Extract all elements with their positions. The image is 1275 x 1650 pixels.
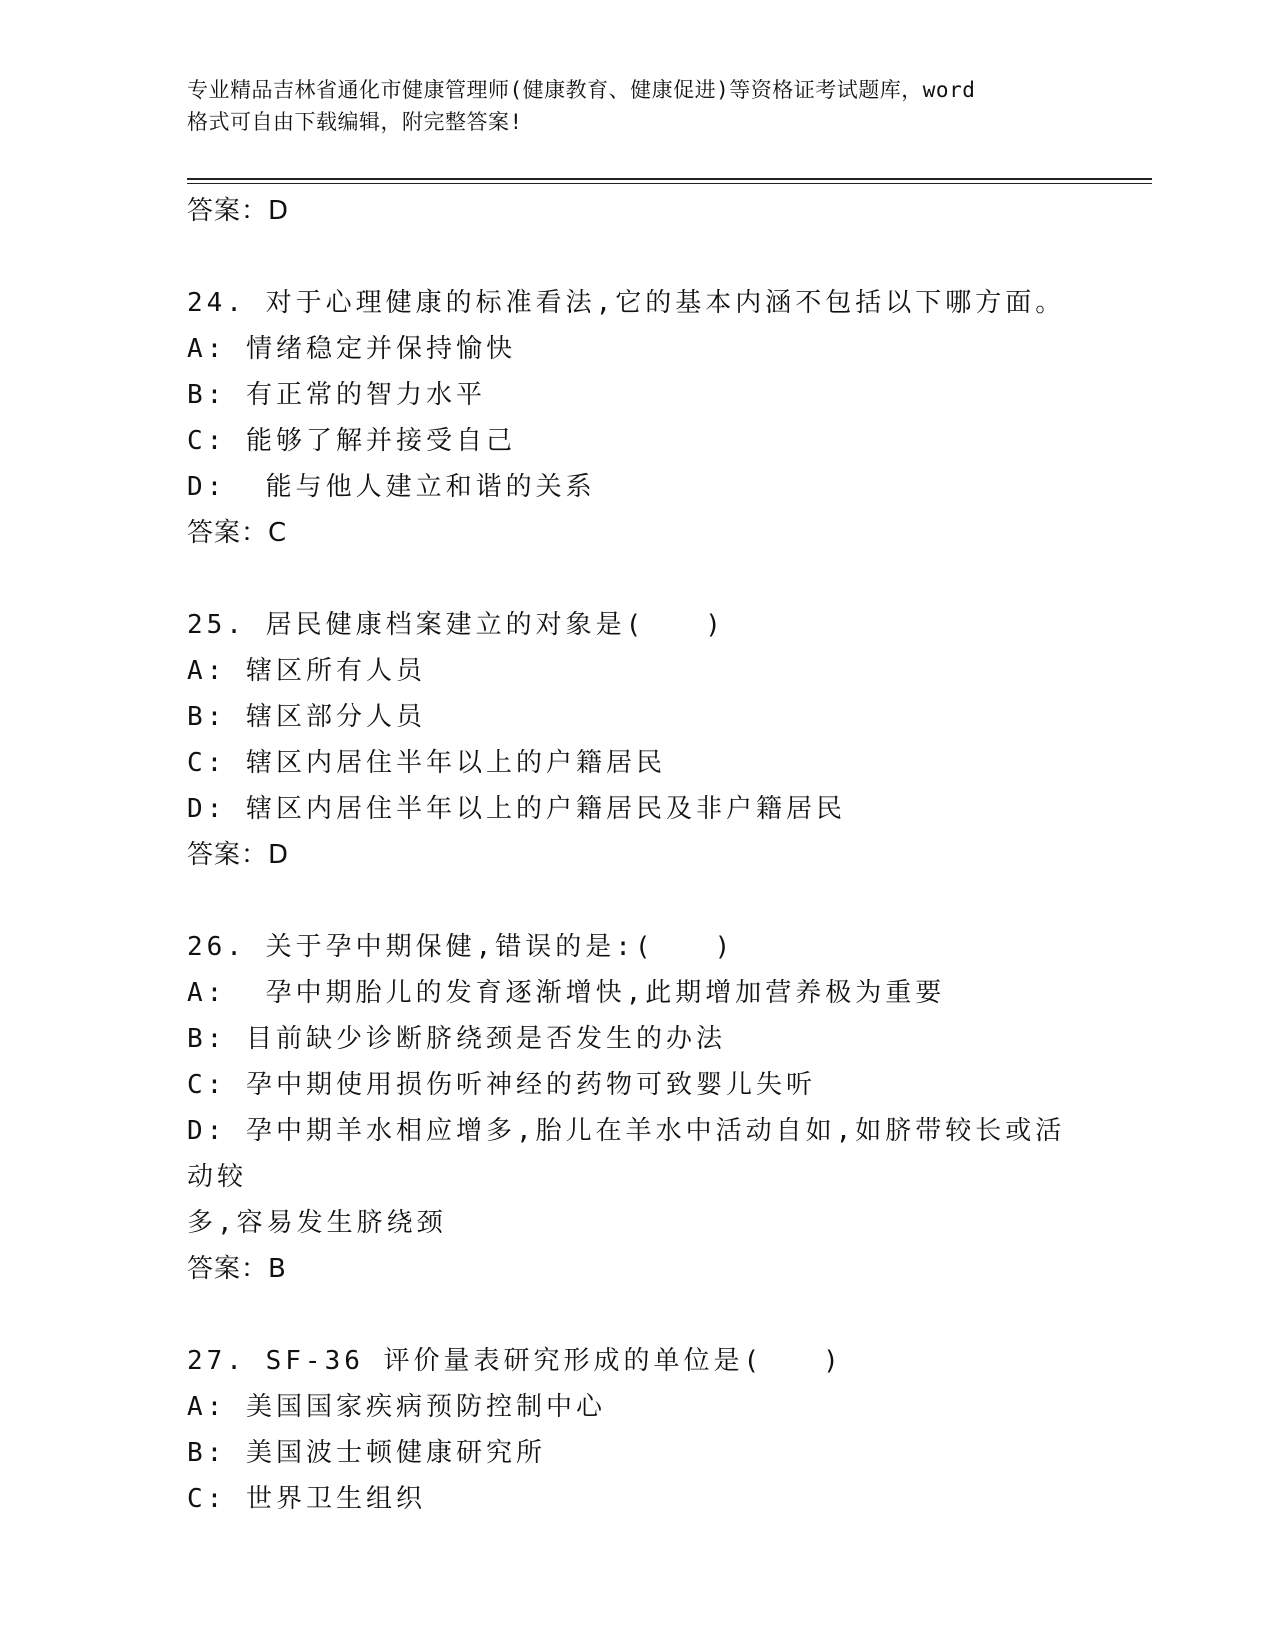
document-header: [187, 74, 1087, 138]
option-a: A: 孕中期胎儿的发育逐渐增快,此期增加营养极为重要: [187, 978, 946, 1008]
option-c: C: 能够了解并接受自己: [187, 426, 516, 456]
question-24: [187, 280, 1087, 556]
option-c: C: 孕中期使用损伤听神经的药物可致婴儿失听: [187, 1070, 816, 1100]
option-d: D: 辖区内居住半年以上的户籍居民及非户籍居民: [187, 794, 846, 824]
option-a: A: 美国国家疾病预防控制中心: [187, 1392, 606, 1422]
question-stem: 25. 居民健康档案建立的对象是( ): [187, 610, 725, 640]
question-stem: 24. 对于心理健康的标准看法,它的基本内涵不包括以下哪方面。: [187, 288, 1066, 318]
option-b: B: 目前缺少诊断脐绕颈是否发生的办法: [187, 1024, 726, 1054]
option-d: D: 孕中期羊水相应增多,胎儿在羊水中活动自如,如脐带较长或活动较: [187, 1116, 1066, 1192]
option-c: C: 辖区内居住半年以上的户籍居民: [187, 748, 666, 778]
question-stem: 27. SF-36 评价量表研究形成的单位是( ): [187, 1346, 843, 1376]
option-d: D: 能与他人建立和谐的关系: [187, 472, 596, 502]
option-c: C: 世界卫生组织: [187, 1484, 426, 1514]
option-d-continued: 多,容易发生脐绕颈: [187, 1208, 447, 1238]
answer: 答案：C: [187, 518, 288, 548]
document-body: [187, 188, 1087, 1522]
option-a: A: 辖区所有人员: [187, 656, 426, 686]
answer: 答案：B: [187, 1254, 287, 1284]
header-divider: [187, 178, 1152, 184]
option-b: B: 美国波士顿健康研究所: [187, 1438, 546, 1468]
header-line-2: 格式可自由下载编辑，附完整答案!: [187, 110, 523, 134]
question-25: [187, 602, 1087, 878]
question-26: [187, 924, 1087, 1292]
header-line-1: 专业精品吉林省通化市健康管理师(健康教育、健康促进)等资格证考试题库，word: [187, 78, 976, 102]
option-a: A: 情绪稳定并保持愉快: [187, 334, 516, 364]
question-27: [187, 1338, 1087, 1522]
answer: 答案：D: [187, 840, 290, 870]
option-b: B: 有正常的智力水平: [187, 380, 486, 410]
answer-prev: 答案：D: [187, 196, 290, 226]
question-stem: 26. 关于孕中期保健,错误的是:( ): [187, 932, 735, 962]
option-b: B: 辖区部分人员: [187, 702, 426, 732]
